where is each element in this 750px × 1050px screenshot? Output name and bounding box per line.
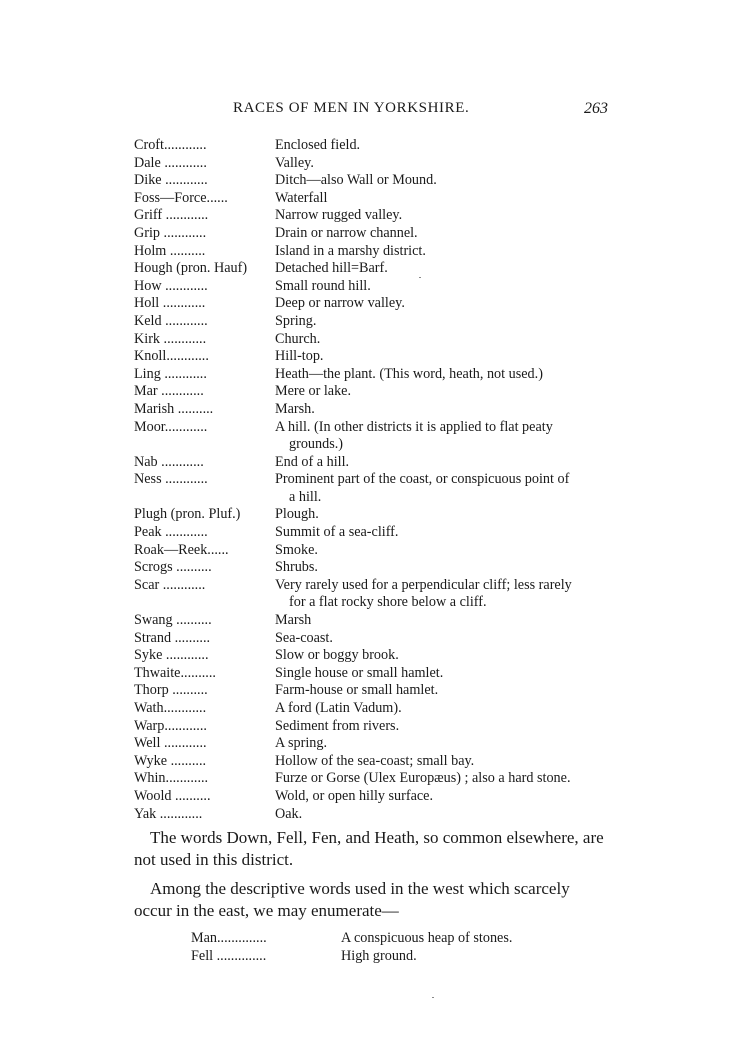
glossary-definition xyxy=(275,207,610,225)
definition-text: Hollow of the sea-coast; small bay. xyxy=(275,752,475,769)
definition-text: Valley. xyxy=(275,154,314,171)
glossary-definition xyxy=(275,454,610,472)
glossary-row xyxy=(134,172,614,190)
definition-text: Sea-coast. xyxy=(275,629,333,646)
print-speck xyxy=(419,277,421,278)
definition-text: Island in a marshy district. xyxy=(275,242,426,259)
definition-text: Smoke. xyxy=(275,541,318,558)
glossary-row xyxy=(134,700,614,718)
glossary-term: Ling ............ xyxy=(134,365,207,382)
definition-continuation: a hill. xyxy=(289,488,322,505)
definition-text: Very rarely used for a perpendicular cliff; less rarely xyxy=(275,576,572,593)
glossary-term: Woold .......... xyxy=(134,787,211,804)
glossary-term: Thwaite.......... xyxy=(134,664,216,681)
glossary-row xyxy=(134,366,614,384)
glossary-row xyxy=(134,524,614,542)
glossary-definition xyxy=(275,647,610,665)
glossary-term: Fell .............. xyxy=(191,948,267,964)
definition-text: Wold, or open hilly surface. xyxy=(275,787,434,804)
glossary-term: Scrogs .......... xyxy=(134,559,212,576)
glossary-term: Roak—Reek...... xyxy=(134,541,229,558)
glossary-term: Wath............ xyxy=(134,700,207,716)
definition-text: Heath—the plant. (This word, heath, not used.) xyxy=(275,365,543,382)
definition-text: High ground. xyxy=(341,948,417,964)
definition-text: A conspicuous heap of stones. xyxy=(341,930,513,946)
glossary-term: Man.............. xyxy=(191,930,267,946)
definition-text: Detached hill=Barf. xyxy=(275,260,388,277)
glossary-term: Griff ............ xyxy=(134,207,209,224)
glossary-definition xyxy=(275,225,610,243)
glossary-term: Holl ............ xyxy=(134,295,206,312)
definition-text: Church. xyxy=(275,330,321,347)
glossary-term: Mar ............ xyxy=(134,383,204,400)
definition-text: Drain or narrow channel. xyxy=(275,224,418,241)
glossary-term: Plugh (pron. Pluf.) xyxy=(134,506,241,523)
glossary-row xyxy=(134,612,614,630)
definition-text: Ditch—also Wall or Mound. xyxy=(275,172,437,189)
glossary-row xyxy=(134,735,614,753)
definition-text: Waterfall xyxy=(275,189,328,206)
glossary-definition xyxy=(275,718,610,736)
definition-text: Marsh. xyxy=(275,400,315,417)
glossary-definition xyxy=(275,260,610,278)
definition-text: Small round hill. xyxy=(275,277,371,294)
glossary-definition xyxy=(275,542,610,560)
definition-text: Deep or narrow valley. xyxy=(275,295,405,312)
glossary-term: Foss—Force...... xyxy=(134,189,228,206)
glossary-definition xyxy=(275,331,610,349)
definition-text: A spring. xyxy=(275,735,328,752)
glossary-term: Keld ............ xyxy=(134,312,208,329)
glossary-term: Scar ............ xyxy=(134,576,206,593)
definition-text: Marsh xyxy=(275,612,312,629)
glossary-row xyxy=(134,295,614,313)
print-speck xyxy=(432,997,434,998)
glossary-term: Nab ............ xyxy=(134,453,204,470)
glossary-definition xyxy=(341,929,591,947)
glossary-row xyxy=(134,278,614,296)
glossary-term: Hough (pron. Hauf) xyxy=(134,260,248,277)
definition-text: Oak. xyxy=(275,805,303,822)
glossary-definition xyxy=(275,383,610,401)
definition-text: End of a hill. xyxy=(275,453,350,470)
definition-text: Single house or small hamlet. xyxy=(275,664,444,681)
definition-text: Furze or Gorse (Ulex Europæus) ; also a hard stone. xyxy=(275,770,571,787)
west-word-row xyxy=(191,947,591,965)
definition-continuation: grounds.) xyxy=(289,436,343,453)
glossary-definition xyxy=(275,612,610,630)
glossary-term: Well ............ xyxy=(134,735,207,752)
definition-text: A hill. (In other districts it is applied to flat peaty xyxy=(275,418,553,435)
glossary-definition xyxy=(275,419,610,454)
glossary-definition xyxy=(275,401,610,419)
glossary-row xyxy=(134,542,614,560)
glossary-definition xyxy=(275,155,610,173)
glossary-row xyxy=(134,331,614,349)
definition-text: Plough. xyxy=(275,506,319,523)
glossary-row xyxy=(134,313,614,331)
glossary-term: Croft............ xyxy=(134,137,207,153)
glossary-row xyxy=(134,788,614,806)
glossary-term: Swang .......... xyxy=(134,612,212,629)
definition-text: Shrubs. xyxy=(275,559,318,576)
glossary-definition xyxy=(275,788,610,806)
glossary-term: How ............ xyxy=(134,277,208,294)
glossary-row xyxy=(134,647,614,665)
glossary-definition xyxy=(275,753,610,771)
glossary-term: Wyke .......... xyxy=(134,752,207,769)
glossary-term: Moor............ xyxy=(134,418,208,435)
glossary-definition xyxy=(275,348,610,366)
glossary-row xyxy=(134,753,614,771)
glossary-term: Holm .......... xyxy=(134,242,206,259)
glossary-term: Grip ............ xyxy=(134,224,207,241)
glossary-definition xyxy=(275,278,610,296)
glossary-row xyxy=(134,243,614,261)
glossary-term: Kirk ............ xyxy=(134,330,207,347)
glossary-definition xyxy=(275,665,610,683)
glossary-definition xyxy=(275,137,610,155)
definition-continuation: for a flat rocky shore below a cliff. xyxy=(289,594,487,611)
glossary-term: Yak ............ xyxy=(134,805,203,822)
page-number: 263 xyxy=(584,100,608,117)
glossary-row xyxy=(134,506,614,524)
definition-text: Enclosed field. xyxy=(275,137,361,153)
glossary-term: Knoll............ xyxy=(134,348,209,365)
glossary-row xyxy=(134,207,614,225)
glossary-term: Ness ............ xyxy=(134,471,208,488)
glossary-definition xyxy=(275,630,610,648)
glossary-row xyxy=(134,225,614,243)
glossary-row xyxy=(134,401,614,419)
glossary-row xyxy=(134,419,614,454)
glossary-definition xyxy=(275,506,610,524)
glossary-definition xyxy=(275,735,610,753)
glossary-definition xyxy=(275,577,610,612)
definition-text: Farm-house or small hamlet. xyxy=(275,682,439,699)
glossary-term: Warp............ xyxy=(134,717,207,734)
glossary-row xyxy=(134,383,614,401)
glossary-definition xyxy=(275,295,610,313)
glossary-term: Marish .......... xyxy=(134,400,214,417)
paragraph-west-words: Among the descriptive words used in the west which scarcely occur in the east, we may enumerate— xyxy=(134,879,570,920)
glossary-row xyxy=(134,155,614,173)
glossary-row xyxy=(134,665,614,683)
glossary-definition xyxy=(275,770,610,788)
glossary-term: Whin............ xyxy=(134,770,209,787)
west-words-list xyxy=(191,929,591,965)
glossary-row xyxy=(134,630,614,648)
definition-text: Sediment from rivers. xyxy=(275,717,400,734)
glossary-row xyxy=(134,471,614,506)
definition-text: Prominent part of the coast, or conspicuous point of xyxy=(275,471,570,488)
glossary-term: Dike ............ xyxy=(134,172,208,189)
glossary-definition xyxy=(275,471,610,506)
glossary-term: Dale ............ xyxy=(134,154,207,171)
glossary-definition xyxy=(275,682,610,700)
glossary-definition xyxy=(341,947,591,965)
glossary-row xyxy=(134,682,614,700)
definition-text: Mere or lake. xyxy=(275,383,352,400)
glossary-term: Peak ............ xyxy=(134,524,208,541)
west-word-row xyxy=(191,929,591,947)
glossary-row xyxy=(134,559,614,577)
glossary-row xyxy=(134,260,614,278)
definition-text: Summit of a sea-cliff. xyxy=(275,524,399,541)
glossary-term: Syke ............ xyxy=(134,647,209,664)
glossary-row xyxy=(134,577,614,612)
glossary-definition xyxy=(275,190,610,208)
glossary-list xyxy=(134,137,614,823)
definition-text: Slow or boggy brook. xyxy=(275,647,399,664)
glossary-row xyxy=(134,718,614,736)
running-title: RACES OF MEN IN YORKSHIRE. xyxy=(233,100,470,116)
running-header xyxy=(133,100,608,122)
glossary-definition xyxy=(275,524,610,542)
glossary-row xyxy=(134,348,614,366)
paragraph-common-words: The words Down, Fell, Fen, and Heath, so common elsewhere, are not used in this district. xyxy=(134,828,604,869)
glossary-row xyxy=(134,454,614,472)
glossary-definition xyxy=(275,366,610,384)
glossary-definition xyxy=(275,700,610,718)
definition-text: Hill-top. xyxy=(275,348,324,365)
definition-text: Narrow rugged valley. xyxy=(275,207,403,224)
glossary-row xyxy=(134,137,614,155)
glossary-row xyxy=(134,806,614,824)
glossary-definition xyxy=(275,172,610,190)
glossary-term: Strand .......... xyxy=(134,629,211,646)
glossary-definition xyxy=(275,313,610,331)
definition-text: A ford (Latin Vadum). xyxy=(275,700,402,716)
glossary-term: Thorp .......... xyxy=(134,682,208,699)
glossary-definition xyxy=(275,559,610,577)
glossary-row xyxy=(134,190,614,208)
glossary-row xyxy=(134,770,614,788)
definition-text: Spring. xyxy=(275,312,317,329)
glossary-definition xyxy=(275,806,610,824)
glossary-definition xyxy=(275,243,610,261)
